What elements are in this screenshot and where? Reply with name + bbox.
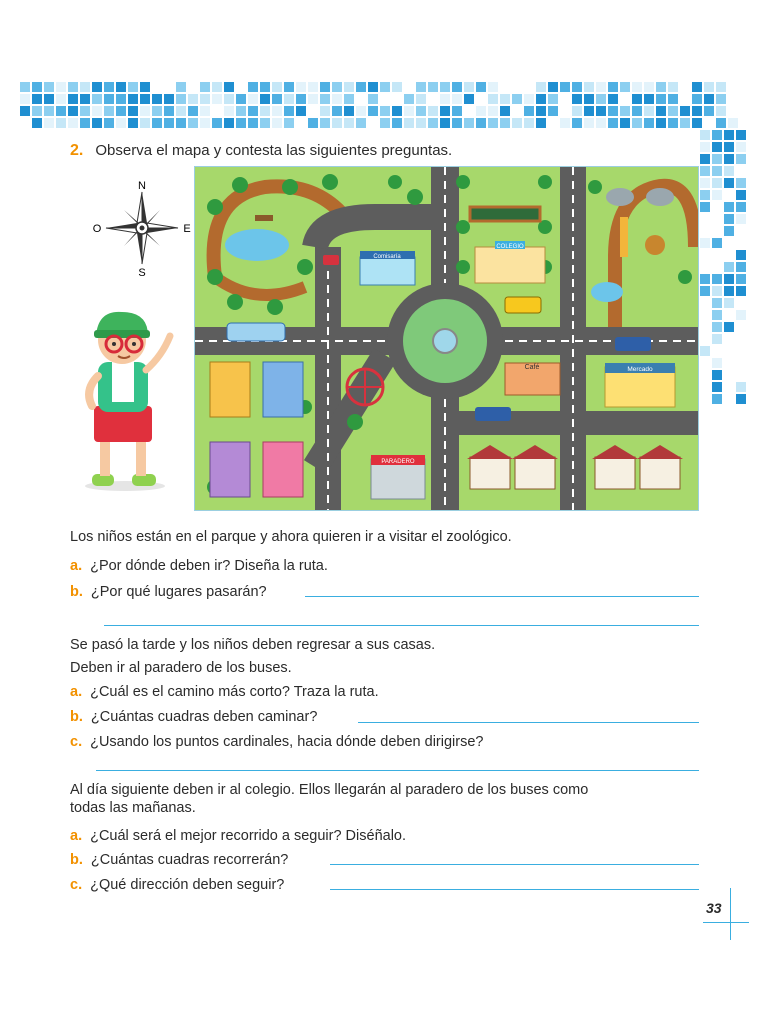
section2-item-c: [70, 733, 483, 751]
item-letter: b.: [70, 709, 83, 725]
town-map-illustration: [195, 167, 699, 511]
item-letter: b.: [70, 584, 83, 600]
item-letter: a.: [70, 828, 83, 844]
item-letter: a.: [70, 684, 83, 700]
item-text: ¿Qué dirección deben seguir?: [90, 877, 285, 893]
map-label-school: COLEGIO: [496, 244, 524, 250]
section3-intro-2: todas las mañanas.: [70, 800, 196, 816]
map-label-bus-stop: PARADERO: [381, 459, 415, 465]
item-text: ¿Cuál es el camino más corto? Traza la ruta.: [90, 684, 379, 700]
item-letter: c.: [70, 877, 83, 893]
town-map: [194, 166, 699, 511]
map-label-market: Mercado: [627, 366, 653, 373]
section2-item-a: [70, 683, 379, 701]
answer-line[interactable]: [305, 596, 699, 597]
item-text: ¿Por dónde deben ir? Diseña la ruta.: [90, 558, 328, 574]
item-text: ¿Cuántas cuadras deben caminar?: [90, 709, 318, 725]
map-label-police: Comisaría: [373, 254, 401, 260]
question-number: 2.: [70, 142, 84, 159]
compass-south: S: [138, 267, 146, 278]
answer-line[interactable]: [330, 864, 699, 865]
item-text: ¿Cuál será el mejor recorrido a seguir? Diséñalo.: [90, 828, 407, 844]
corner-cross-horizontal: [703, 922, 749, 923]
page-number: 33: [706, 900, 722, 916]
answer-line[interactable]: [358, 722, 699, 723]
item-text: ¿Por qué lugares pasarán?: [90, 584, 267, 600]
section1-item-b: [70, 583, 267, 601]
question-text: Observa el mapa y contesta las siguientes preguntas.: [95, 142, 453, 159]
compass-east: E: [183, 223, 191, 235]
compass-north: N: [138, 180, 146, 192]
section3-item-a: [70, 827, 406, 845]
boy-illustration: [70, 306, 180, 494]
section3-intro-1: Al día siguiente deben ir al colegio. Ellos llegarán al paradero de los buses como: [70, 782, 589, 798]
item-text: ¿Cuántas cuadras recorrerán?: [90, 852, 289, 868]
item-letter: b.: [70, 852, 83, 868]
section3-item-b: [70, 851, 288, 869]
map-label-cafe: Café: [524, 364, 540, 371]
item-letter: a.: [70, 558, 83, 574]
question-heading: [70, 142, 452, 160]
answer-line[interactable]: [104, 625, 699, 626]
compass-rose-icon: [92, 178, 192, 278]
answer-line[interactable]: [96, 770, 699, 771]
compass-west: O: [92, 223, 102, 235]
item-text: ¿Usando los puntos cardinales, hacia dónde deben dirigirse?: [90, 734, 484, 750]
section2-intro-2: Deben ir al paradero de los buses.: [70, 660, 292, 676]
corner-cross-vertical: [730, 888, 731, 940]
section2-intro-1: Se pasó la tarde y los niños deben regresar a sus casas.: [70, 637, 436, 653]
section1-item-a: [70, 557, 328, 575]
answer-line[interactable]: [330, 889, 699, 890]
section1-intro: Los niños están en el parque y ahora quieren ir a visitar el zoológico.: [70, 529, 512, 545]
section3-item-c: [70, 876, 284, 894]
item-letter: c.: [70, 734, 83, 750]
section2-item-b: [70, 708, 317, 726]
